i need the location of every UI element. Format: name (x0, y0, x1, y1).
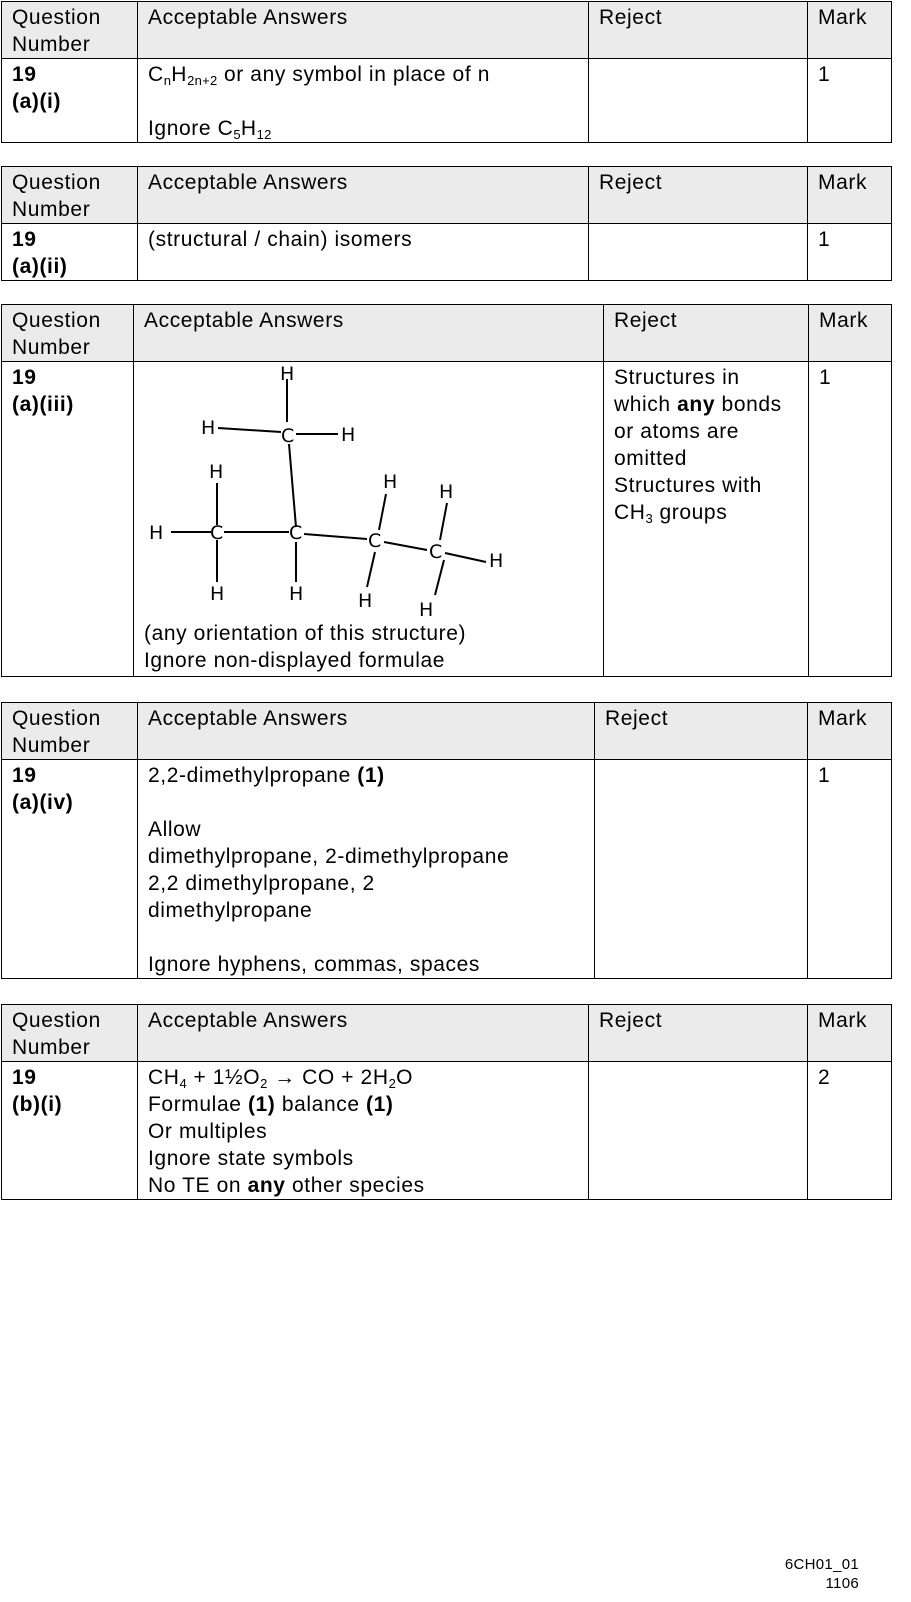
question-number: 19 (a)(iii) (2, 362, 134, 677)
header-mark: Mark (808, 703, 892, 760)
header-question-number: Question Number (2, 703, 138, 760)
reject-cell: Structures in which any bonds or atoms are omitted Structures with $CH_3$ groups (604, 362, 809, 677)
acceptable-answer (134, 362, 604, 677)
header-reject: Reject (589, 1005, 808, 1062)
acceptable-answer: $CH_4$ + $1\frac{1}{2}O_2$ → CO + $2H_2O$ Formulae (1) balance (1) Or multiples Ignore state symbols No TE on any other species (138, 1062, 589, 1200)
mark-value: 1 (809, 362, 892, 677)
mark-value: 1 (808, 224, 892, 281)
atom-h: H (383, 471, 398, 493)
equation: $CH_4$ + $1\frac{1}{2}O_2$ → CO + $2H_2O$ (148, 1066, 414, 1091)
header-mark: Mark (808, 167, 892, 224)
atom-c: C (289, 522, 303, 544)
atom-h: H (358, 590, 373, 612)
page-footer (785, 1555, 859, 1593)
orientation-note: (any orientation of this structure) (144, 622, 467, 645)
mark-table-19ai (1, 1, 892, 143)
atom-h: H (419, 599, 434, 620)
atom-c: C (429, 541, 443, 563)
header-acceptable-answers: Acceptable Answers (138, 167, 589, 224)
mark-value: 1 (808, 59, 892, 143)
question-number: 19 (a)(i) (2, 59, 138, 143)
atom-h: H (149, 522, 164, 544)
mark-value: 2 (808, 1062, 892, 1200)
reject-cell (589, 59, 808, 143)
displayed-formula-2-methylbutane (134, 362, 534, 620)
header-question-number: Question Number (2, 2, 138, 59)
header-acceptable-answers: Acceptable Answers (138, 1005, 589, 1062)
atom-h: H (210, 583, 225, 605)
atom-c: C (281, 425, 295, 447)
header-reject: Reject (589, 167, 808, 224)
atom-c: C (210, 522, 224, 544)
atom-labels (149, 363, 504, 620)
acceptable-answer: $C_nH_{2n+2}$ or any symbol in place of n Ignore $C_5H_{12}$ (138, 59, 589, 143)
mark-value: 1 (808, 760, 892, 979)
atom-h: H (209, 461, 224, 483)
atom-h: H (201, 417, 216, 439)
atom-c: C (368, 530, 382, 552)
paper-code: 6CH01_01 (784, 1556, 859, 1573)
header-mark: Mark (808, 1005, 892, 1062)
header-mark: Mark (809, 305, 892, 362)
header-acceptable-answers: Acceptable Answers (138, 2, 589, 59)
header-question-number: Question Number (2, 305, 134, 362)
atom-h: H (341, 424, 356, 446)
ignore-note: Ignore non-displayed formulae (144, 649, 446, 672)
question-number: 19 (a)(ii) (2, 224, 138, 281)
paper-date: 1106 (825, 1575, 859, 1592)
reject-cell (589, 1062, 808, 1200)
header-question-number: Question Number (2, 1005, 138, 1062)
mark-table-19aiv (1, 702, 892, 979)
question-number: 19 (b)(i) (2, 1062, 138, 1200)
atom-h: H (439, 481, 454, 503)
header-mark: Mark (808, 2, 892, 59)
header-reject: Reject (595, 703, 808, 760)
reject-cell (589, 224, 808, 281)
header-reject: Reject (589, 2, 808, 59)
acceptable-answer: 2,2-dimethylpropane (1) Allow dimethylpropane, 2-dimethylpropane 2,2 dimethylpropane, 2 dimethylpropane Ignore hyphens, commas, spaces (138, 760, 595, 979)
header-acceptable-answers: Acceptable Answers (134, 305, 604, 362)
atom-h: H (280, 363, 295, 385)
mark-table-19aiii (1, 304, 892, 677)
reject-cell (595, 760, 808, 979)
header-reject: Reject (604, 305, 809, 362)
mark-table-19aii (1, 166, 892, 281)
question-number: 19 (a)(iv) (2, 760, 138, 979)
atom-h: H (289, 583, 304, 605)
mark-table-19bi (1, 1004, 892, 1200)
acceptable-answer: (structural / chain) isomers (138, 224, 589, 281)
header-question-number: Question Number (2, 167, 138, 224)
header-acceptable-answers: Acceptable Answers (138, 703, 595, 760)
atom-h: H (489, 550, 504, 572)
